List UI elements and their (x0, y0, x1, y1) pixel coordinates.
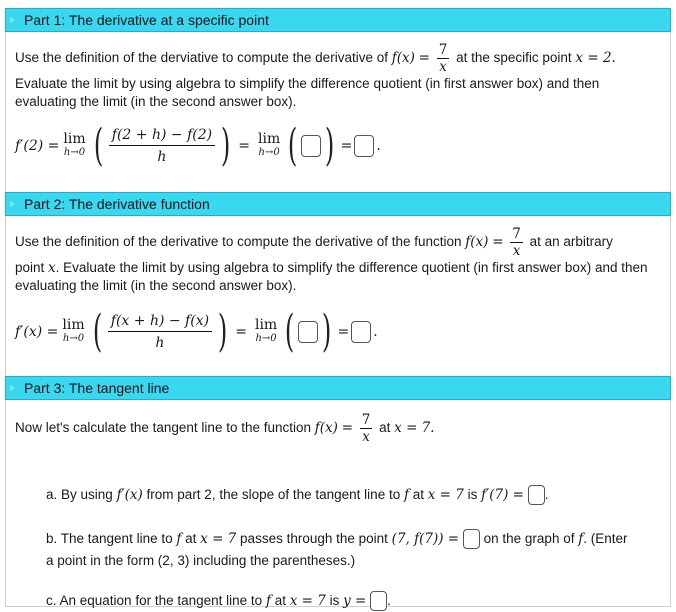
part2-var: x (48, 260, 56, 276)
part3-c-y: y = (343, 593, 367, 609)
part3-body (5, 400, 671, 607)
part3-c-is: is (329, 593, 340, 608)
part2-text-b: at an arbitrary (529, 234, 613, 250)
collapse-triangle-icon (10, 17, 15, 23)
part1-header[interactable] (5, 8, 671, 32)
part3-b-x: x = 7 (200, 531, 237, 547)
part2-text-d: . Evaluate the limit by using algebra to simplify the difference quotient (in first answer box) and then evaluating the limit (in the second answer box). (15, 260, 648, 293)
part2-text-a: Use the definition of the derivative to compute the derivative of the function (15, 234, 462, 250)
part3-intro: Now let's calculate the tangent line to the function f(x) = $\frac{7}{x}$ at x = 7. (15, 412, 435, 445)
part2-body (5, 216, 671, 377)
part3-text-b: at (379, 420, 391, 436)
part3-c-pre: c. An equation for the tangent line to (46, 593, 263, 608)
part3-a-val: f′(7) = (481, 487, 524, 503)
part1-equation: f′(2) = lim h→0 ( $\frac{f(2 + h) - f(2)}{h}$ ) = lim h→0 ( ) = . (15, 120, 381, 171)
part3-a-f: f (403, 487, 409, 503)
part2-text-c: point (15, 260, 45, 275)
part1-text-c: Evaluate the limit by using algebra to simplify the difference quotient (in first answer box) and then evaluating the limit (in the second answer box). (15, 76, 600, 109)
part3-b-pt: (7, f(7)) = (391, 531, 460, 547)
part3-a-pre: a. By using (46, 487, 113, 502)
part3-a-fp: f′(x) (116, 487, 143, 503)
part1-limit-2: lim h→0 (258, 131, 281, 158)
part3-b-f: f (176, 531, 182, 547)
part2-title: Part 2: The derivative function (24, 196, 210, 212)
part2-answer-box-simplified[interactable] (298, 321, 318, 343)
part3-a-is: is (467, 487, 478, 502)
part3-b-line2: a point in the form (2, 3) including the parentheses.) (46, 553, 356, 568)
part1-text-b: at the specific point (456, 50, 572, 66)
part2-header[interactable] (5, 192, 671, 216)
part2-func-lhs: f(x) (465, 234, 489, 251)
part2-section (5, 192, 671, 377)
part2-difference-quotient: $\frac{f(x + h) - f(x)}{h}$ (108, 313, 212, 351)
part2-limit-2: lim h→0 (254, 317, 278, 344)
part1-section (5, 8, 671, 193)
part1-func-fraction: $\frac{7}{x}$ (438, 42, 448, 75)
part3-item-b (46, 528, 666, 572)
part3-c-f: f (265, 593, 271, 609)
part3-b-point-answer-box[interactable] (463, 529, 480, 549)
part3-a-x: x = 7 (427, 487, 464, 503)
part3-header[interactable] (5, 376, 671, 400)
part3-a-slope-answer-box[interactable] (528, 485, 545, 505)
part1-instructions: Use the definition of the derviative to compute the derivative of f(x) = $\frac{7}{x}$ at the specific point x = 2. Evaluate the limit by using algebra to simplify the difference quotient (in first answer box) and then evaluating the limit (in the second answer box). (15, 42, 616, 109)
part3-at-point: x = 7. (394, 420, 435, 437)
part3-c-equation-answer-box[interactable] (370, 591, 387, 611)
part3-text-a: Now let's calculate the tangent line to the function (15, 420, 312, 436)
part3-b-mid: passes through the point (240, 531, 388, 546)
part3-b-pre: b. The tangent line to (46, 531, 173, 546)
part1-body (5, 32, 671, 193)
part3-b-f2: f (578, 531, 584, 547)
part3-b-at: at (185, 531, 197, 546)
part3-b-enter: . (Enter (583, 531, 628, 546)
collapse-triangle-icon (10, 201, 15, 207)
part3-c-at: at (274, 593, 286, 608)
part2-lhs: f′(x) = (15, 324, 59, 340)
part3-b-post: on the graph of (483, 531, 575, 546)
part2-func-fraction: $\frac{7}{x}$ (512, 226, 521, 259)
part2-limit: lim h→0 (62, 317, 85, 344)
part3-title: Part 3: The tangent line (24, 380, 170, 396)
part3-item-a: a. By using f′(x) from part 2, the slope of the tangent line to f at x = 7 is f′(7) = . (46, 484, 666, 506)
part3-c-x: x = 7 (289, 593, 326, 609)
part2-equation: f′(x) = lim h→0 ( $\frac{f(x + h) - f(x)}{h}$ ) = lim h→0 ( ) = . (15, 306, 378, 357)
part1-answer-box-limit[interactable] (354, 135, 374, 157)
part2-instructions: Use the definition of the derivative to compute the derivative of the function f(x) = $\frac{7}{x}$ at an arbitrary point x. Evaluate the limit by using algebra to simplify the difference quotient (in first answer box) and then evaluating the limit (in the second answer box). (15, 226, 648, 293)
part1-lhs: f′(2) = (15, 138, 60, 154)
part3-a-at: at (412, 487, 425, 502)
part1-difference-quotient: $\frac{f(2 + h) - f(2)}{h}$ (109, 127, 215, 165)
part2-answer-box-limit[interactable] (351, 321, 371, 343)
part1-answer-box-simplified[interactable] (301, 135, 321, 157)
part1-point: x = 2. (575, 50, 616, 67)
part1-text-a: Use the definition of the derviative to compute the derivative of (15, 50, 388, 66)
part1-func-lhs: f(x) (391, 50, 415, 67)
part3-func-lhs: f(x) (314, 420, 338, 437)
part3-section (5, 376, 671, 607)
part3-item-c: c. An equation for the tangent line to f at x = 7 is y = . (46, 590, 666, 612)
part1-title: Part 1: The derivative at a specific point (24, 12, 269, 28)
part3-func-fraction: $\frac{7}{x}$ (361, 412, 371, 445)
collapse-triangle-icon (10, 385, 15, 391)
part3-a-mid: from part 2, the slope of the tangent line to (146, 487, 401, 502)
part1-limit: lim h→0 (63, 131, 86, 158)
